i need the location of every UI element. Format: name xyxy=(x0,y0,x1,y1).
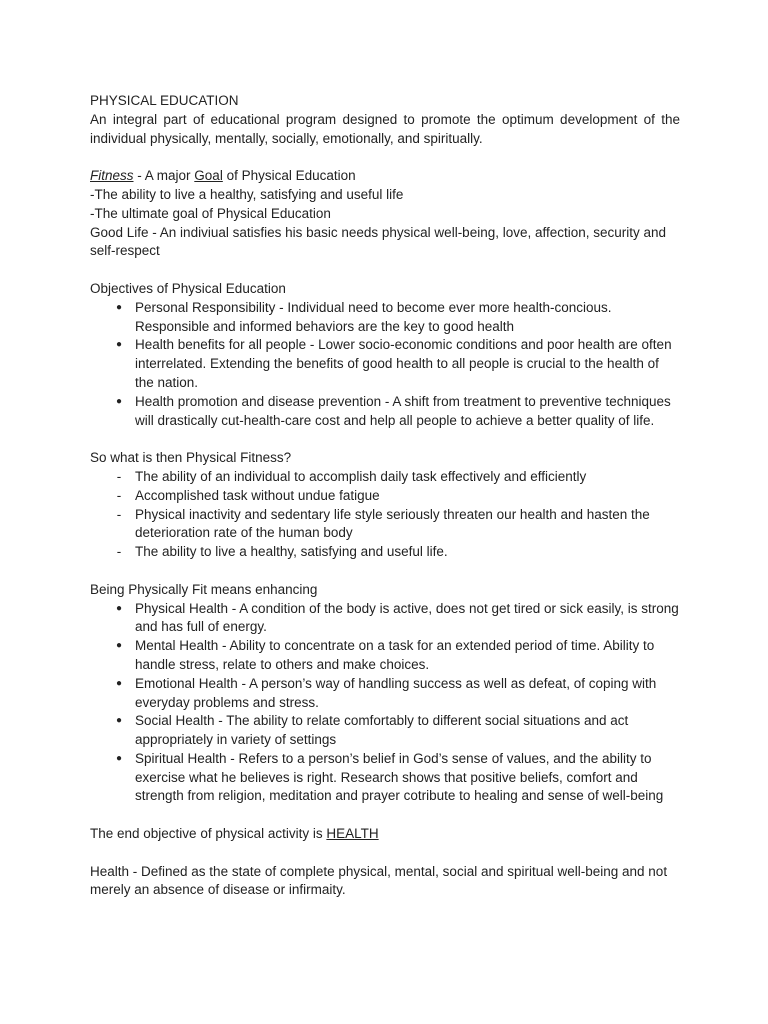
list-item xyxy=(90,393,680,431)
list-item xyxy=(90,506,680,544)
document-page xyxy=(90,92,680,900)
spacer xyxy=(90,562,680,581)
spacer xyxy=(90,261,680,280)
list-item-text: Mental Health - Ability to concentrate on a task for an extended period of time. Ability to handle stress, relate to others and make choices. xyxy=(135,638,655,672)
bullet-icon: ● xyxy=(115,395,123,407)
physical-fitness-list xyxy=(90,468,680,562)
list-item xyxy=(90,487,680,506)
dash-icon: - xyxy=(116,487,122,503)
dash-icon: - xyxy=(116,506,122,522)
spacer xyxy=(90,430,680,449)
dash-icon: - xyxy=(116,468,122,484)
fitness-term: Fitness xyxy=(90,168,134,184)
goal-word: Goal xyxy=(194,168,223,184)
list-item xyxy=(90,299,680,337)
list-item-text: Social Health - The ability to relate comfortably to different social situations and act appropriately in variety of settings xyxy=(135,713,629,748)
list-item-text: Emotional Health - A person’s way of handling success as well as defeat, of coping with everyday problems and stress. xyxy=(135,675,657,710)
list-item xyxy=(90,600,680,638)
list-item-text: The ability to live a healthy, satisfying and useful life. xyxy=(135,544,448,560)
list-item-text: Spiritual Health - Refers to a person’s belief in God’s sense of values, and the ability to exercise what he believes is right. Research shows that positive beliefs, comfort and strength from religion, meditation and prayer cotribute to healing and sense of well-being xyxy=(135,750,664,804)
list-item-text: Health benefits for all people - Lower socio-economic conditions and poor health are often interrelated. Extending the benefits of good health to all people is crucial to the health of the nation. xyxy=(135,337,672,390)
physical-fitness-heading: So what is then Physical Fitness? xyxy=(90,450,292,466)
dash-icon: - xyxy=(116,544,122,560)
list-item-text: Accomplished task without undue fatigue xyxy=(135,487,380,503)
bullet-icon: ● xyxy=(115,677,123,689)
fit-means-list xyxy=(90,600,680,807)
objectives-list xyxy=(90,299,680,431)
bullet-icon: ● xyxy=(115,602,123,614)
bullet-icon: ● xyxy=(115,715,123,727)
fit-means-heading: Being Physically Fit means enhancing xyxy=(90,581,318,597)
fitness-heading-rest: of Physical Education xyxy=(222,168,356,184)
spacer xyxy=(90,844,680,863)
end-objective-prefix: The end objective of physical activity is xyxy=(90,826,327,842)
list-item xyxy=(90,543,680,562)
good-life-paragraph: Good Life - An indiviual satisfies his basic needs physical well-being, love, affection, security and self-respect xyxy=(90,224,667,259)
list-item xyxy=(90,468,680,487)
list-item xyxy=(90,336,680,392)
list-item-text: Personal Responsibility - Individual need to become ever more health-concious. Responsible and informed behaviors are the key to good health xyxy=(135,299,612,334)
fitness-dash: - A major xyxy=(133,168,195,184)
intro-paragraph: An integral part of educational program designed to promote the optimum development of the individual physically, mentally, socially, emotionally, and spiritually. xyxy=(90,111,680,146)
fitness-line: -The ultimate goal of Physical Education xyxy=(90,205,331,221)
list-item-text: Physical inactivity and sedentary life style seriously threaten our health and hasten the deterioration rate of the human body xyxy=(135,506,650,541)
list-item-text: The ability of an individual to accomplish daily task effectively and efficiently xyxy=(135,468,587,484)
bullet-icon: ● xyxy=(115,752,123,764)
bullet-icon: ● xyxy=(115,301,123,313)
list-item xyxy=(90,750,680,806)
fitness-line: -The ability to live a healthy, satisfying and useful life xyxy=(90,186,404,202)
end-objective-line xyxy=(90,825,680,844)
health-word: HEALTH xyxy=(326,826,379,842)
list-item xyxy=(90,712,680,750)
objectives-heading: Objectives of Physical Education xyxy=(90,280,286,296)
bullet-icon: ● xyxy=(115,640,123,652)
list-item-text: Health promotion and disease prevention - A shift from treatment to preventive techniques will drastically cut-health-care cost and help all people to achieve a better quality of life. xyxy=(135,393,671,428)
bullet-icon: ● xyxy=(115,339,123,351)
document-title: PHYSICAL EDUCATION xyxy=(90,93,239,108)
health-definition: Health - Defined as the state of complete physical, mental, social and spiritual well-being and not merely an absence of disease or infirmaity. xyxy=(90,863,668,898)
list-item xyxy=(90,637,680,675)
fitness-heading xyxy=(90,167,680,186)
spacer xyxy=(90,806,680,825)
spacer xyxy=(90,148,680,167)
list-item xyxy=(90,675,680,713)
list-item-text: Physical Health - A condition of the body is active, does not get tired or sick easily, is strong and has full of energy. xyxy=(135,600,679,635)
